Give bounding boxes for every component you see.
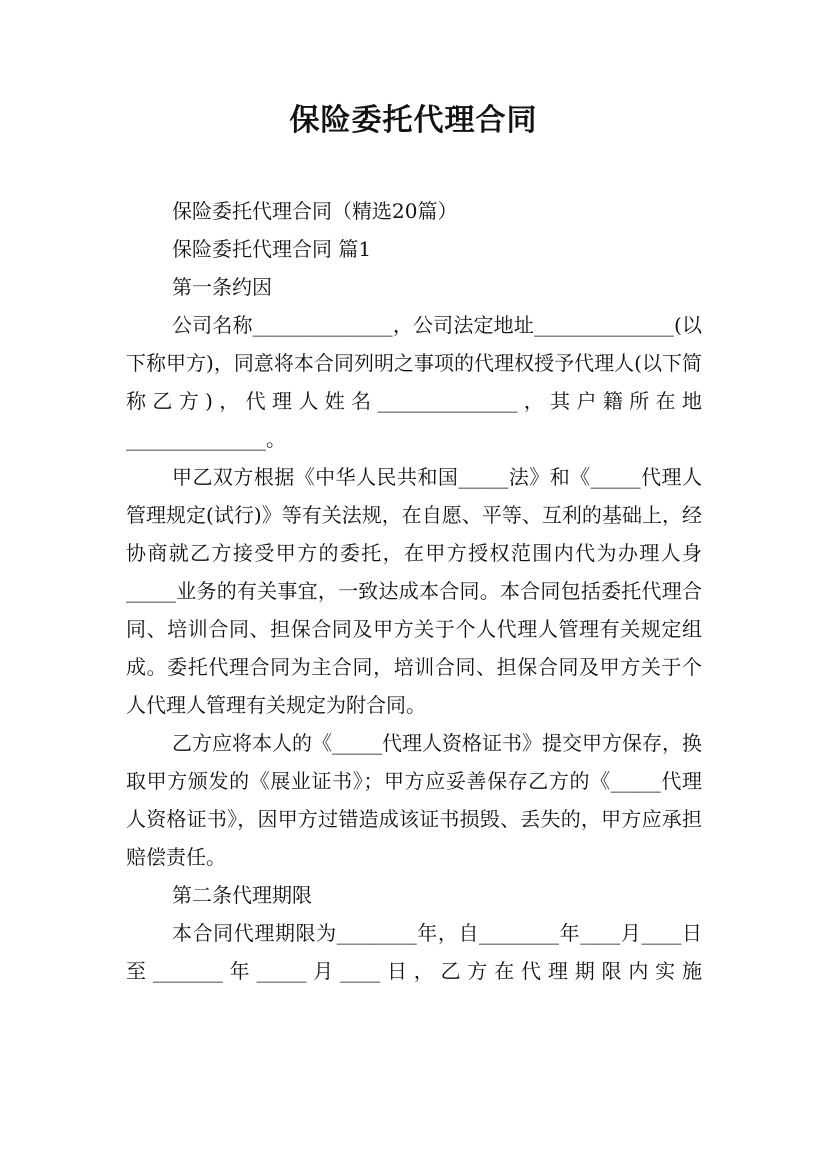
paragraph-article-2-heading: 第二条代理期限 — [172, 883, 312, 907]
paragraph-basis: 甲乙双方根据《中华人民共和国_____法》和《_____代理人管理规定(试行)》等有关法规，在自愿、平等、互利的基础上，经协商就乙方接受甲方的委托，在甲方授权范围内代为办理人身_____业务的有关事宜，一致达成本合同。本合同包括委托代理合同、培训合同、担保合同及甲方关于个人代理人管理有关规定组成。委托代理合同为主合同，培训合同、担保合同及甲方关于个人代理人管理有关规定为附合同。 — [126, 465, 702, 717]
paragraph-article-1-heading: 第一条约因 — [172, 275, 272, 299]
document-title: 保险委托代理合同 — [289, 103, 538, 138]
paragraph-certificate: 乙方应将本人的《_____代理人资格证书》提交甲方保存，换取甲方颁发的《展业证书》；甲方应妥善保存乙方的《_____代理人资格证书》，因甲方过错造成该证书损毁、丢失的，甲方应承担赔偿责任。 — [126, 731, 702, 869]
paragraph-parties: 公司名称______________，公司法定地址______________(以下称甲方)，同意将本合同列明之事项的代理权授予代理人(以下简称乙方)，代理人姓名______________，其户籍所在地______________。 — [126, 313, 702, 451]
paragraph-subtitle: 保险委托代理合同（精选20篇） — [172, 199, 458, 223]
paragraph-term: 本合同代理期限为________年，自________年____月____日至_______年_____月____日，乙方在代理期限内实施 — [126, 921, 702, 983]
paragraph-section-heading: 保险委托代理合同 篇1 — [172, 237, 372, 261]
document-body — [126, 192, 702, 990]
